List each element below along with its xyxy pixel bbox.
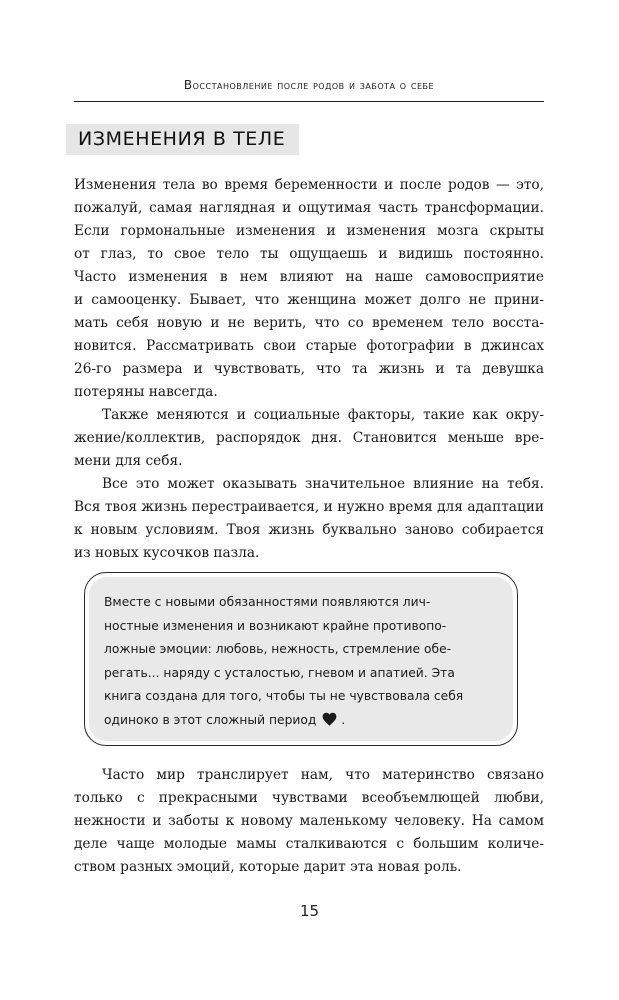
text-block-top (74, 174, 544, 565)
text-line: к новым условиям. Твоя жизнь буквально заново собирается (74, 522, 544, 538)
text-line: Если гормональные изменения и изменения мозга скрыты (74, 223, 544, 239)
text-line: 26-го размера и чувствовать, что та жизнь и та девушка (74, 361, 544, 377)
text-line: Все это может оказывать значительное влияние на тебя. (102, 476, 544, 492)
text-line: только с прекрасными чувствами всеобъемлющей любви, (74, 790, 544, 806)
callout-line: книга создана для того, чтобы ты не чувствовала себя (104, 689, 464, 703)
callout-line: Вместе с новыми обязанностями появляются лич- (104, 595, 431, 609)
text-line: Также меняются и социальные факторы, такие как окру- (102, 407, 544, 423)
text-line: Часто мир транслирует нам, что материнство связано (102, 767, 544, 783)
callout-text (104, 591, 504, 734)
text-block-bottom (74, 764, 544, 879)
section-heading: ИЗМЕНЕНИЯ В ТЕЛЕ (66, 124, 299, 155)
text-line: ством разных эмоций, которые дарит эта новая роль. (74, 859, 462, 875)
callout-line: ложные эмоции: любовь, нежность, стремление обе- (104, 642, 452, 656)
running-header: Восстановление после родов и забота о себе (183, 78, 435, 92)
text-line: новится. Рассматривать свои старые фотографии в джинсах (74, 338, 544, 354)
text-line: Вся твоя жизнь перестраивается, и нужно время для адаптации (74, 499, 544, 515)
heart-icon (322, 711, 337, 735)
text-line: жение/коллектив, распорядок дня. Становится меньше вре- (74, 430, 544, 446)
paragraph-2 (74, 404, 544, 473)
callout-last-line (104, 709, 504, 735)
paragraph-1 (74, 174, 544, 404)
text-line: мени для себя. (74, 453, 183, 469)
text-line: нежности и заботы к новому маленькому человеку. На самом (74, 813, 544, 829)
text-line: Часто изменения в нем влияют на наше самовосприятие (74, 269, 544, 285)
text-line: потеряны навсегда. (74, 384, 218, 400)
text-line: Изменения тела во время беременности и после родов — это, (74, 177, 544, 193)
callout-line: ностные изменения и возникают крайне противопо- (104, 618, 447, 633)
text-line: пожалуй, самая наглядная и ощутимая часть трансформации. (74, 200, 544, 216)
text-line: деле чаще молодые мамы сталкиваются с большим количе- (74, 836, 544, 852)
callout-line: регать... наряду с усталостью, гневом и апатией. Эта (104, 665, 455, 680)
callout-end-punctuation: . (341, 712, 346, 727)
paragraph-3 (74, 473, 544, 565)
text-line: мать себя новую и не верить, что со временем тело восста- (74, 315, 544, 331)
callout-line-text: одиноко в этот сложный период (104, 712, 317, 727)
text-line: из новых кусочков пазла. (74, 545, 260, 561)
text-line: и самооценку. Бывает, что женщина может долго не прини- (74, 292, 544, 308)
header-rule (74, 101, 544, 102)
text-line: от глаз, то свое тело ты ощущаешь и видишь постоянно. (74, 246, 544, 262)
page-number: 15 (299, 902, 320, 920)
paragraph-4 (74, 764, 544, 879)
